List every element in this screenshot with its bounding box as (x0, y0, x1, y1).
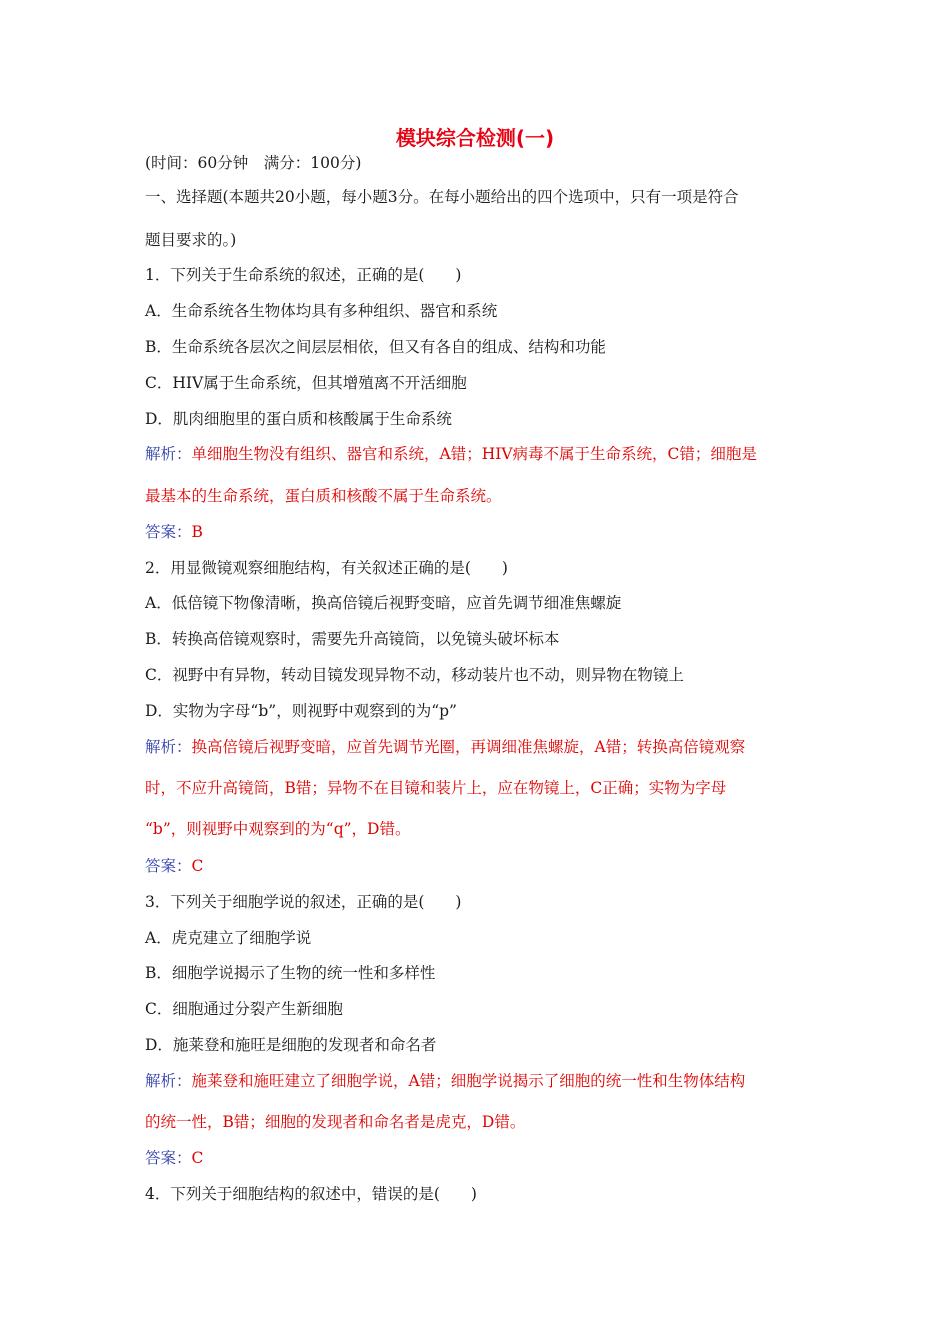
answer-label: 答案： (145, 1149, 192, 1167)
question-3-stem: 3．下列关于细胞学说的叙述，正确的是( ) (145, 893, 462, 911)
question-2-analysis-line-1: 解析：换高倍镜后视野变暗，应首先调节光圈，再调细准焦螺旋，A错；转换高倍镜观察 (145, 738, 746, 756)
question-3-option-d: D．施莱登和施旺是细胞的发现者和命名者 (145, 1036, 437, 1054)
answer-value: C (191, 857, 204, 875)
question-3-analysis-line-2: 的统一性，B错；细胞的发现者和命名者是虎克，D错。 (145, 1113, 526, 1131)
question-3-answer (145, 1147, 203, 1169)
question-4-stem: 4．下列关于细胞结构的叙述中，错误的是( ) (145, 1185, 477, 1203)
question-2-answer (145, 855, 203, 877)
question-3-analysis-line-1: 解析：施莱登和施旺建立了细胞学说，A错；细胞学说揭示了细胞的统一性和生物体结构 (145, 1072, 746, 1090)
analysis-label: 解析： (145, 738, 192, 756)
question-3-option-c: C．细胞通过分裂产生新细胞 (145, 1000, 343, 1018)
question-2-option-a: A．低倍镜下物像清晰，换高倍镜后视野变暗，应首先调节细准焦螺旋 (145, 594, 622, 612)
answer-value: B (191, 523, 203, 541)
question-1-option-c: C．HIV属于生命系统，但其增殖离不开活细胞 (145, 374, 467, 392)
question-1-analysis-line-1: 解析：单细胞生物没有组织、器官和系统，A错；HIV病毒不属于生命系统，C错；细胞是 (145, 445, 757, 463)
question-1-answer (145, 521, 203, 543)
question-1-analysis-line-2: 最基本的生命系统，蛋白质和核酸不属于生命系统。 (145, 487, 502, 505)
question-1-option-a: A．生命系统各生物体均具有多种组织、器官和系统 (145, 302, 498, 320)
answer-label: 答案： (145, 857, 192, 875)
analysis-label: 解析： (145, 1072, 192, 1090)
question-1-option-d: D．肌肉细胞里的蛋白质和核酸属于生命系统 (145, 410, 452, 428)
question-2-option-d: D．实物为字母“b”，则视野中观察到的为“p” (145, 702, 457, 720)
question-2-analysis-line-3: “b”，则视野中观察到的为“q”，D错。 (145, 820, 411, 838)
question-2-option-c: C．视野中有异物，转动目镜发现异物不动，移动装片也不动，则异物在物镜上 (145, 666, 684, 684)
analysis-label: 解析： (145, 445, 192, 463)
document-title: 模块综合检测(一) (395, 126, 555, 150)
question-3-option-a: A．虎克建立了细胞学说 (145, 929, 312, 947)
question-2-stem: 2．用显微镜观察细胞结构，有关叙述正确的是( ) (145, 559, 508, 577)
exam-meta: (时间：60分钟 满分：100分) (145, 154, 362, 172)
section-header-line-1: 一、选择题(本题共20小题，每小题3分。在每小题给出的四个选项中，只有一项是符合 (145, 188, 739, 206)
question-1-option-b: B．生命系统各层次之间层层相依，但又有各自的组成、结构和功能 (145, 338, 606, 356)
answer-label: 答案： (145, 523, 192, 541)
question-3-option-b: B．细胞学说揭示了生物的统一性和多样性 (145, 964, 436, 982)
question-1-stem: 1．下列关于生命系统的叙述，正确的是( ) (145, 266, 462, 284)
question-2-option-b: B．转换高倍镜观察时，需要先升高镜筒，以免镜头破坏标本 (145, 630, 560, 648)
answer-value: C (191, 1149, 204, 1167)
section-header-line-2: 题目要求的。) (145, 231, 237, 249)
question-2-analysis-line-2: 时，不应升高镜筒，B错；异物不在目镜和装片上，应在物镜上，C正确；实物为字母 (145, 779, 727, 797)
